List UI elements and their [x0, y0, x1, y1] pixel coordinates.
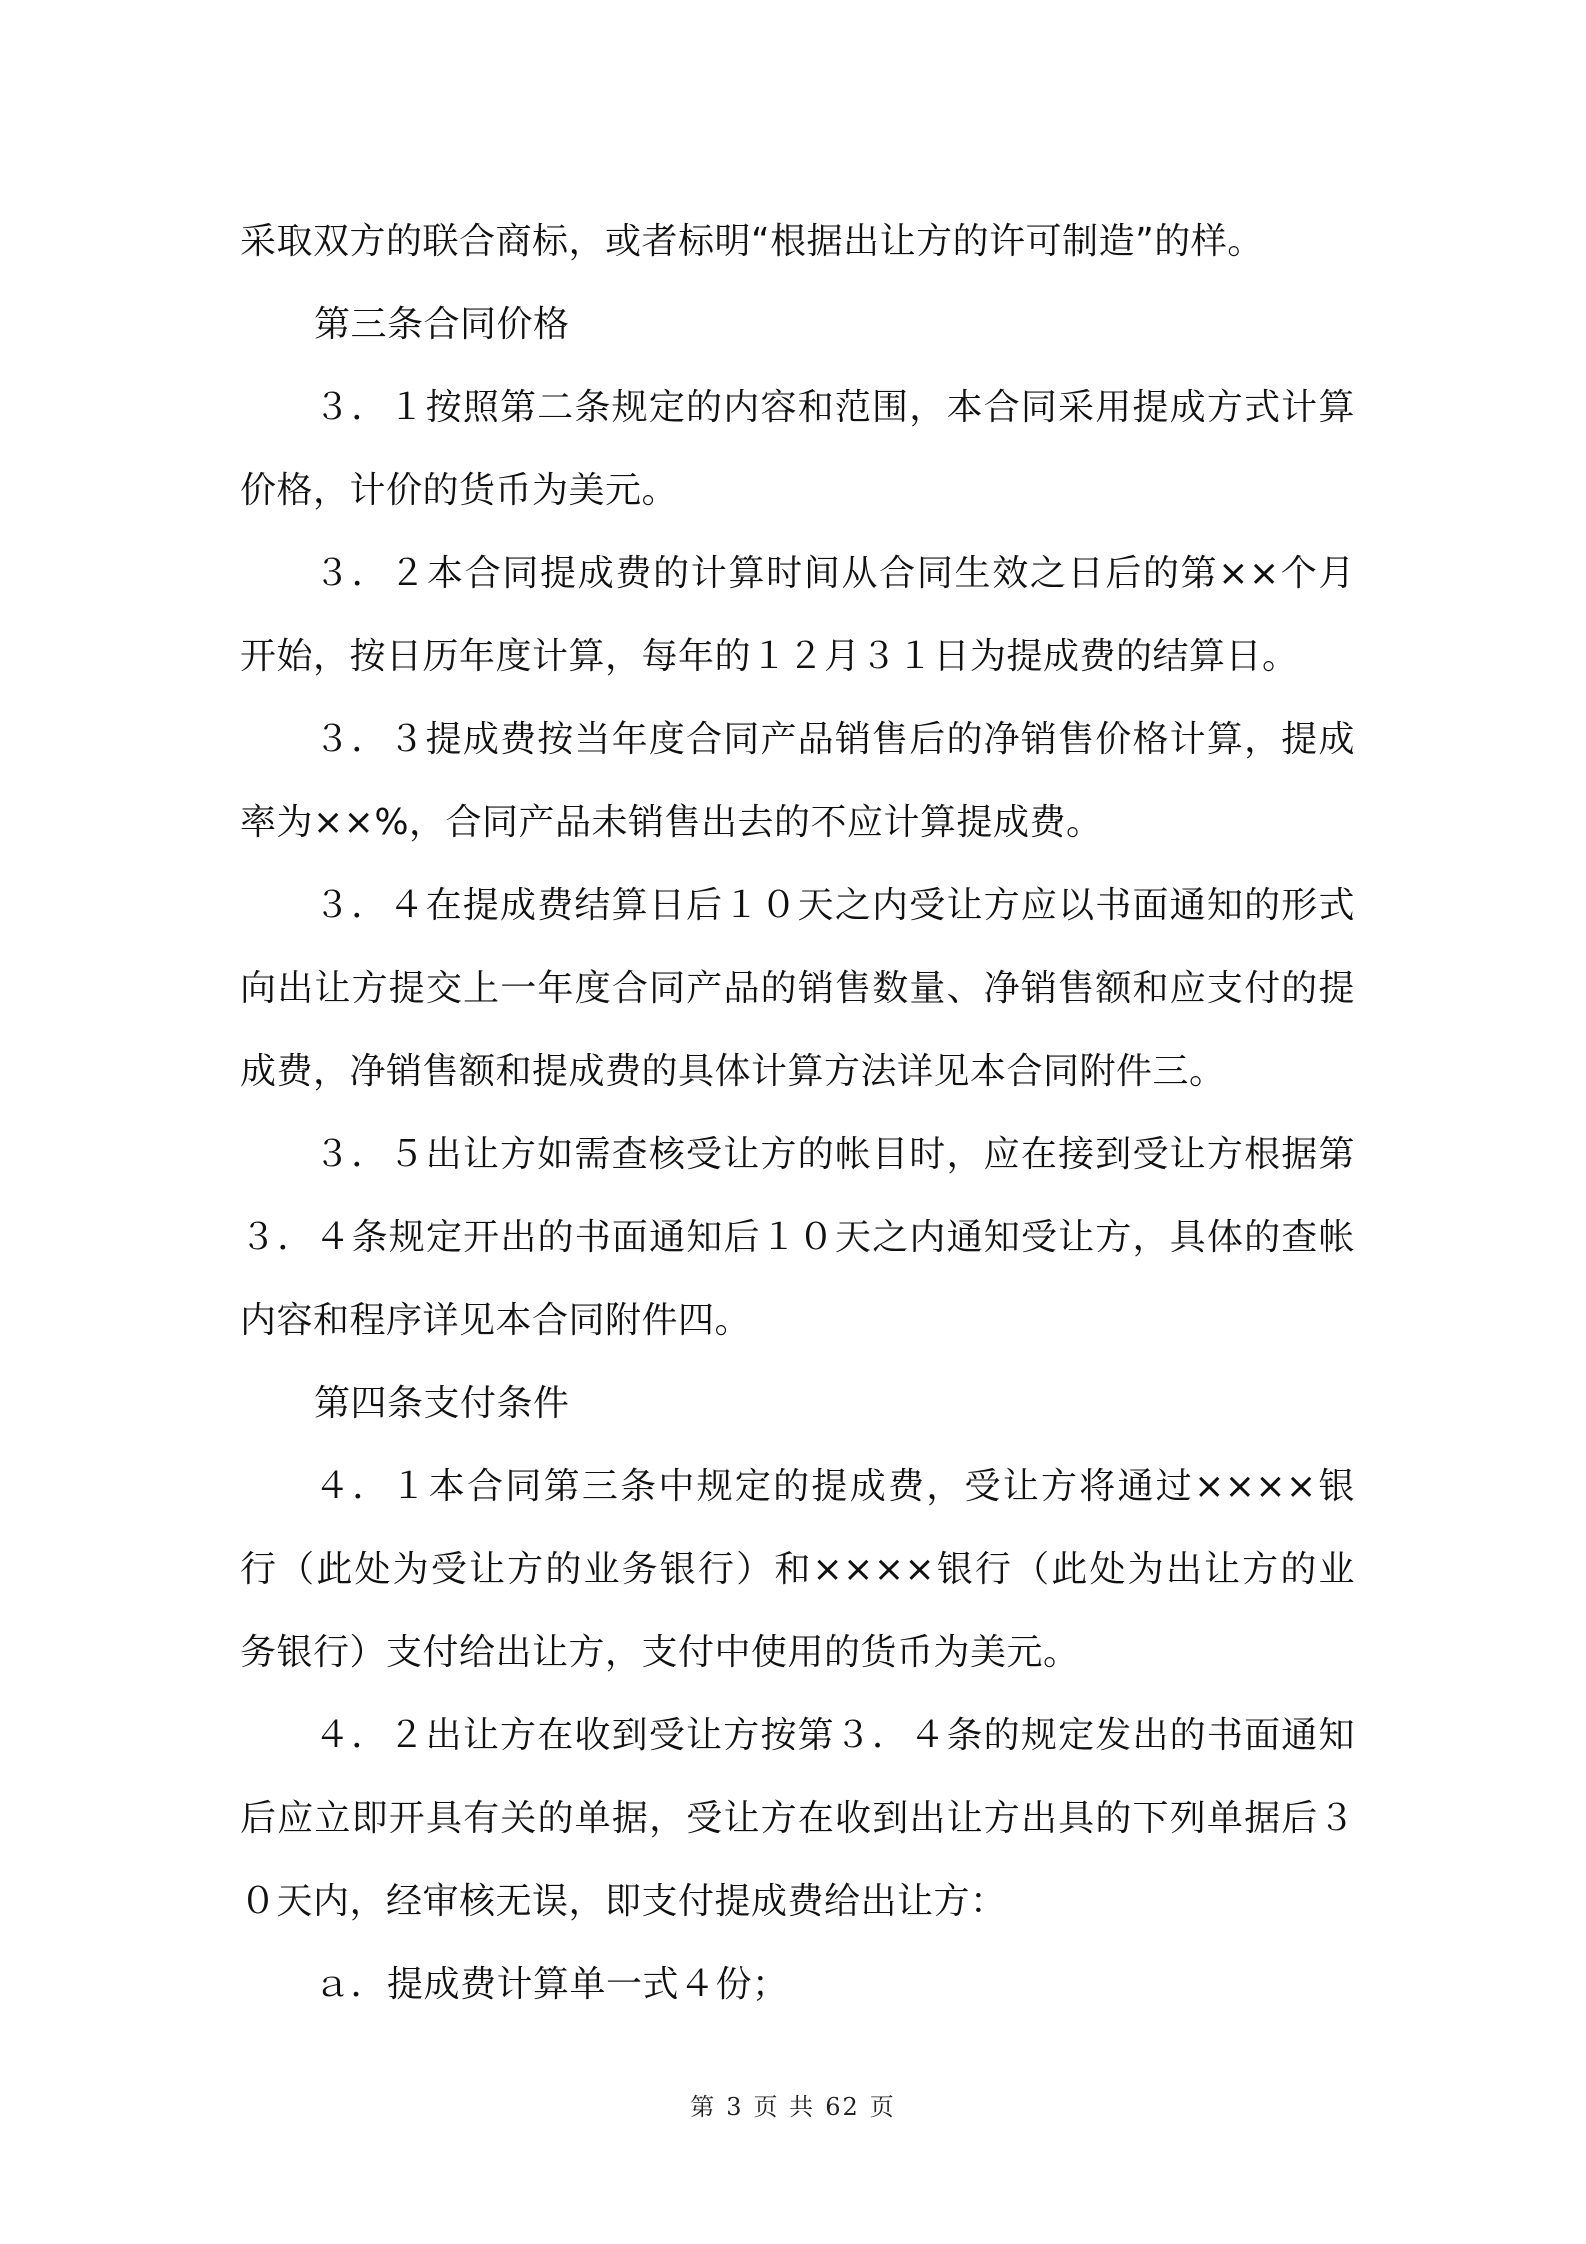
text-line: 率为××%，合同产品未销售出去的不应计算提成费。	[240, 802, 1103, 843]
text-line: ３．４在提成费结算日后１０天之内受让方应以书面通知的形式	[314, 885, 1355, 926]
text-line: 后应立即开具有关的单据，受让方在收到出让方出具的下列单据后３	[240, 1798, 1355, 1839]
text-line: ３．４条规定开出的书面通知后１０天之内通知受让方，具体的查帐	[240, 1217, 1355, 1258]
text-line: ３．１按照第二条规定的内容和范围，本合同采用提成方式计算	[314, 387, 1355, 428]
text-line: ３．３提成费按当年度合同产品销售后的净销售价格计算，提成	[314, 719, 1355, 760]
text-line: 务银行）支付给出让方，支付中使用的货币为美元。	[240, 1632, 1080, 1673]
text-line: ３．５出让方如需查核受让方的帐目时，应在接到受让方根据第	[314, 1134, 1355, 1175]
text-line: 采取双方的联合商标，或者标明“根据出让方的许可制造”的样。	[240, 221, 1264, 262]
text-line: ４．１本合同第三条中规定的提成费，受让方将通过××××银	[314, 1466, 1355, 1507]
total-pages: 62	[825, 2093, 860, 2121]
section-heading: 第三条合同价格	[314, 304, 570, 345]
text-line: 价格，计价的货币为美元。	[240, 470, 679, 511]
list-item: ａ．提成费计算单一式４份；	[314, 1964, 789, 2005]
text-line: 行（此处为受让方的业务银行）和××××银行（此处为出让方的业	[240, 1549, 1355, 1590]
text-line: ４．２出让方在收到受让方按第３．４条的规定发出的书面通知	[314, 1715, 1355, 1756]
footer-mid: 页 共	[753, 2093, 816, 2121]
section-heading: 第四条支付条件	[314, 1383, 570, 1424]
text-line: 向出让方提交上一年度合同产品的销售数量、净销售额和应支付的提	[240, 968, 1355, 1009]
page-footer	[0, 2092, 1586, 2122]
text-line: ３．２本合同提成费的计算时间从合同生效之日后的第××个月	[314, 553, 1355, 594]
document-body	[240, 200, 1355, 2026]
text-line: 成费，净销售额和提成费的具体计算方法详见本合同附件三。	[240, 1051, 1226, 1092]
page-number: 3	[726, 2093, 744, 2121]
footer-prefix: 第	[690, 2093, 717, 2121]
text-line: ０天内，经审核无误，即支付提成费给出让方：	[240, 1881, 1007, 1922]
text-line: 内容和程序详见本合同附件四。	[240, 1300, 752, 1341]
text-line: 开始，按日历年度计算，每年的１２月３１日为提成费的结算日。	[240, 636, 1299, 677]
footer-suffix: 页	[869, 2093, 896, 2121]
